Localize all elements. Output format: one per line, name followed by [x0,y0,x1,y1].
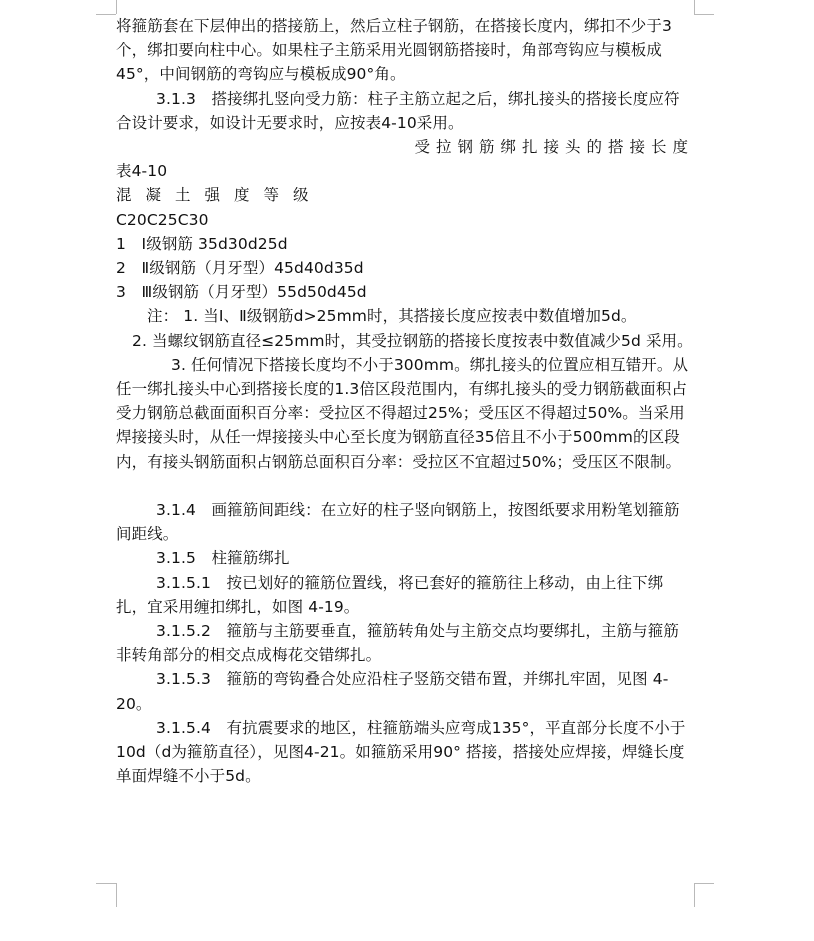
note-2: 2. 当螺纹钢筋直径≤25mm时，其受拉钢筋的搭接长度按表中数值减少5d 采用。 [132,331,693,350]
crop-mark-bottom-left-v [116,883,117,907]
crop-mark-bottom-left-h [96,883,116,884]
table-row: 3 Ⅲ级钢筋（月牙型）55d50d45d [116,283,367,302]
section-3-1-5-2: 3.1.5.2 箍筋与主筋要垂直，箍筋转角处与主筋交点均要绑扎，主筋与箍筋非转角部分的相交点成梅花交错绑扎。 [116,622,679,665]
table-row: 1 Ⅰ级钢筋 35d30d25d [116,234,288,253]
crop-mark-top-left-v [116,0,117,14]
table-number: 表4-10 [116,162,168,181]
crop-mark-bottom-right-v [694,883,695,907]
note-3: 3. 任何情况下搭接长度均不小于300mm。绑扎接头的位置应相互错开。从任一绑扎接头中心到搭接长度的1.3倍区段范围内，有绑扎接头的受力钢筋截面积占受力钢筋总截面面积百分率：受拉区不得超过25%；受压区不得超过50%。当采用焊接接头时，从任一焊接接头中心至长度为钢筋直径35倍且不小于500mm的区段内，有接头钢筋面积占钢筋总面积百分率：受拉区不宜超过50%；受压区不限制。 [116,355,689,471]
table-header-grades: C20C25C30 [116,210,209,229]
crop-mark-top-right-h [694,14,714,15]
section-3-1-5-1: 3.1.5.1 按已划好的箍筋位置线，将已套好的箍筋往上移动，由上往下绑扎，宜采用缠扣绑扎，如图 4-19。 [116,573,664,616]
table-row: 2 Ⅱ级钢筋（月牙型）45d40d35d [116,259,364,278]
crop-mark-top-left-h [96,14,116,15]
note-1: 注： 1. 当Ⅰ、Ⅱ级钢筋d>25mm时，其搭接长度应按表中数值增加5d。 [147,307,637,326]
paragraph-stirrup-install: 将箍筋套在下层伸出的搭接筋上，然后立柱子钢筋，在搭接长度内，绑扣不少于3个，绑扣要向柱中心。如果柱子主筋采用光圆钢筋搭接时，角部弯钩应与模板成45°，中间钢筋的弯钩应与模板成90°角。 [116,17,672,84]
crop-mark-top-right-v [694,0,695,14]
paragraph-3-1-3: 3.1.3 搭接绑扎竖向受力筋：柱子主筋立起之后，绑扎接头的搭接长度应符合设计要求，如设计无要求时，应按表4-10采用。 [116,89,680,132]
blank-line [116,474,694,498]
section-3-1-4: 3.1.4 画箍筋间距线：在立好的柱子竖向钢筋上，按图纸要求用粉笔划箍筋间距线。 [116,501,680,544]
table-title: 受拉钢筋绑扎接头的搭接长度 [414,138,694,157]
table-header-concrete-grade: 混凝土强度等级 [116,186,323,205]
section-3-1-5: 3.1.5 柱箍筋绑扎 [156,549,290,568]
document-body [116,14,694,788]
section-3-1-5-3: 3.1.5.3 箍筋的弯钩叠合处应沿柱子竖筋交错布置，并绑扎牢固，见图 4-20。 [116,670,669,713]
section-3-1-5-4: 3.1.5.4 有抗震要求的地区，柱箍筋端头应弯成135°，平直部分长度不小于10d（d为箍筋直径），见图4-21。如箍筋采用90° 搭接，搭接处应焊接，焊缝长度单面焊缝不小于5d。 [116,718,686,786]
crop-mark-bottom-right-h [694,883,714,884]
